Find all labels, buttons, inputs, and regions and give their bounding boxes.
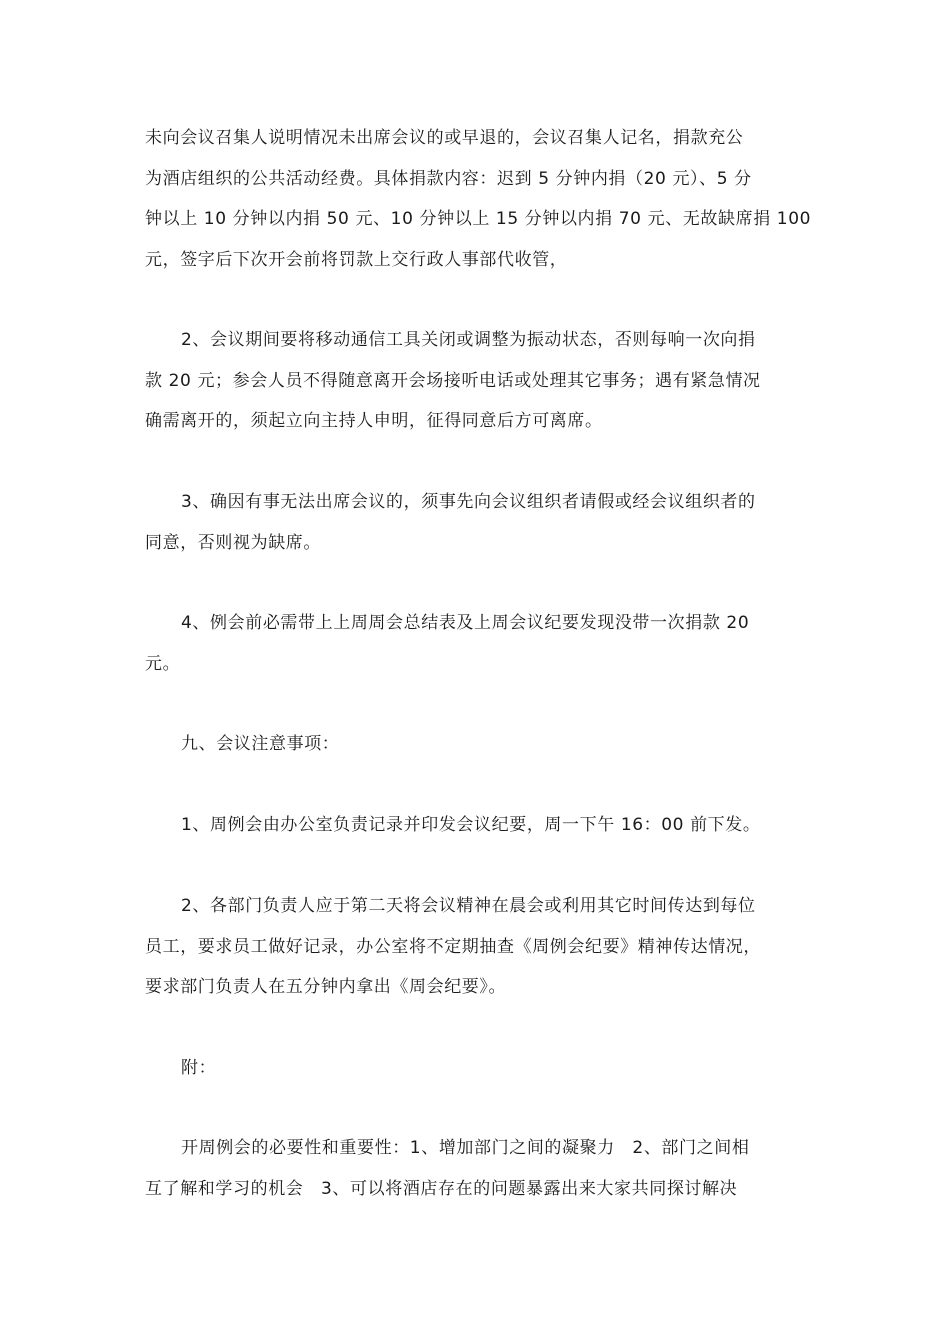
text-line: 九、会议注意事项：: [181, 734, 340, 754]
text-line: 2、各部门负责人应于第二天将会议精神在晨会或利用其它时间传达到每位: [181, 896, 756, 916]
text-line: 同意，否则视为缺席。: [145, 532, 321, 553]
paragraph-appendix: [145, 1128, 810, 1209]
text-line: 4、例会前必需带上上周周会总结表及上周会议纪要发现没带一次捐款 20: [181, 613, 750, 633]
paragraph-note-1: [145, 805, 810, 846]
text-line: 元。: [145, 653, 181, 674]
text-line: 钟以上 10 分钟以内捐 50 元、10 分钟以上 15 分钟以内捐 70 元、无故缺席捐 100: [145, 209, 812, 229]
text-line: 为酒店组织的公共活动经费。具体捐款内容：迟到 5 分钟内捐（20 元）、5 分: [145, 168, 752, 189]
text-line: 元，签字后下次开会前将罚款上交行政人事部代收管，: [145, 249, 568, 270]
paragraph-rule-3: [145, 482, 810, 563]
appendix-heading: [145, 1048, 810, 1089]
text-line: 要求部门负责人在五分钟内拿出《周会纪要》。: [145, 977, 507, 997]
section-heading-notes: [145, 724, 810, 765]
text-line: 未向会议召集人说明情况未出席会议的或早退的，会议召集人记名，捐款充公: [145, 128, 744, 148]
paragraph-rule-4: [145, 603, 810, 684]
text-line: 附：: [181, 1058, 217, 1078]
paragraph-rule-2: [145, 320, 810, 442]
text-line: 确需离开的，须起立向主持人申明，征得同意后方可离席。: [145, 411, 603, 431]
text-line: 开周例会的必要性和重要性：1、增加部门之间的凝聚力 2、部门之间相: [181, 1138, 750, 1158]
text-line: 互了解和学习的机会 3、可以将酒店存在的问题暴露出来大家共同探讨解决: [145, 1178, 738, 1199]
text-line: 2、会议期间要将移动通信工具关闭或调整为振动状态，否则每响一次向捐: [181, 330, 756, 350]
text-line: 员工，要求员工做好记录，办公室将不定期抽查《周例会纪要》精神传达情况，: [145, 936, 761, 957]
text-line: 1、周例会由办公室负责记录并印发会议纪要，周一下午 16：00 前下发。: [181, 815, 761, 835]
text-line: 3、确因有事无法出席会议的，须事先向会议组织者请假或经会议组织者的: [181, 492, 756, 512]
paragraph-note-2: [145, 886, 810, 1008]
paragraph-penalty-rules: [145, 118, 810, 280]
text-line: 款 20 元；参会人员不得随意离开会场接听电话或处理其它事务；遇有紧急情况: [145, 370, 761, 391]
